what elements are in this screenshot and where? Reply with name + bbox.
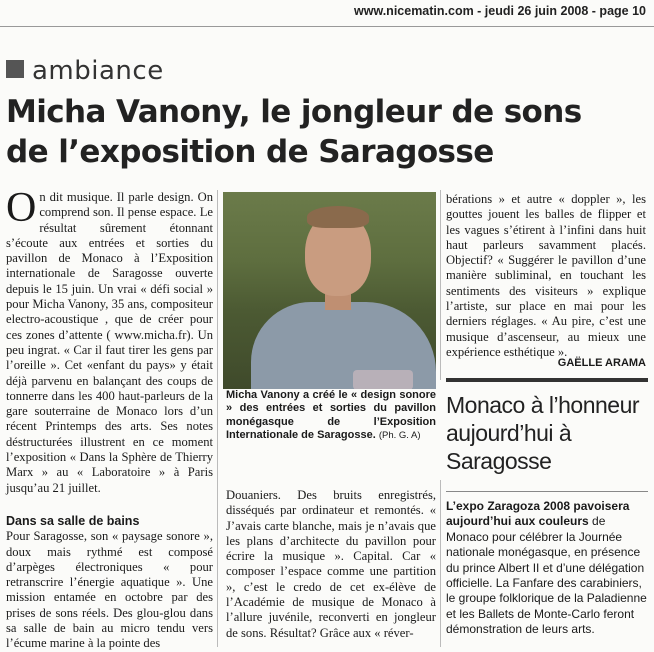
column-divider (440, 190, 441, 380)
body-paragraph-4: bérations » et autre « doppler », les gouttes jouent les balles de flipper et les vagues s’étirent à l’infini dans huit haut parleurs savamment placés. Objectif? « Suggérer le pavillon d’une manière subliminal, en touchant les sentiments des visiteurs » explique l’artiste, sur place en mai pour les derniers réglages. « Au pire, c’est une musique d’ascenseur, au mieux une expérience esthétique ». (446, 192, 646, 359)
article-column-3 (446, 192, 646, 360)
drop-cap: O (6, 185, 37, 231)
sidebar-box-lead: L’expo Zaragoza 2008 pavoisera aujourd’hui aux couleurs (446, 499, 630, 529)
sidebar-box-divider (446, 491, 648, 492)
article-column-1 (6, 185, 213, 652)
rubric-square-icon (6, 60, 24, 78)
caption-text: Micha Vanony a créé le « design sonore » des entrées et sorties du pavillon monégasque de l’Exposition Internationale de Saragosse. (226, 389, 436, 442)
photo-credit: (Ph. G. A) (378, 430, 421, 442)
body-paragraph-1: n dit musique. Il parle design. On comprend son. Il pense espace. Le résultat sûrement étonnant s’écoute aux entrées et sorties du pavillon de Monaco à l’Exposition internationale de Saragosse ouverte depuis le 15 juin. Un vrai « défi social » pour Micha Vanony, 35 ans, compositeur electro-acoustique , que de créer pour ces zones d’attente ( www.micha.fr). Un peu ingrat. « Car il faut tirer les gens par l’oreille ». Cet «enfant du pays» y était déjà parvenu en balançant des coups de tonnerre dans les 400 haut-parleurs de la gare souterraine de Monaco lors d’un récent Printemps des arts. Ses notes déstructurées illustrent en ce moment l’exposition « Dans la Sphère de Thierry Marx » au « Laboratoire » à Paris jusqu’au 21 juillet. (6, 190, 213, 495)
sidebar-box-rule (446, 378, 648, 382)
article-headline (6, 92, 646, 172)
photo-caption (226, 389, 436, 443)
section-rubric (6, 56, 164, 86)
sidebar-box-body: de Monaco pour célébrer la Journée nationale monégasque, en présence du prince Albert II et d’une délégation officielle. La Fanfare des carabiniers, le groupe folklorique de la Paladienne et les Ballets de Monte-Carlo feront démonstration de leurs arts. (446, 514, 647, 637)
author-signature: GAËLLE ARAMA (557, 357, 646, 369)
body-paragraph-2: Pour Saragosse, son « paysage sonore », doux mais rythmé est composé d’arpèges électroniques « pour retranscrire l’énergie aquatique ». Une mission entamée en octobre par des prises de sons réels. Des glou-glou dans sa salle de bain au micro tendu vers l’écume marine à la pointe des (6, 529, 213, 651)
column-divider (217, 190, 218, 647)
column-divider (440, 480, 441, 647)
body-paragraph-3: Douaniers. Des bruits enregistrés, disséqués par ordinateur et remontés. « J’avais carte blanche, mais je n’avais que les plans d’architecte du pavillon pour écrire la musique ». Capital. Car « composer l’espace comme une partition », c’est le credo de cet ex-élève de l’Académie de musique de Monaco à l’allure juvénile, reconverti en jongleur de sons. Résultat? Grâce aux « réver- (226, 488, 436, 640)
sidebar-box-text (446, 499, 648, 638)
headline-line-1: Micha Vanony, le jongleur de sons (6, 94, 582, 130)
portrait-photo (223, 192, 436, 389)
article-column-2 (226, 488, 436, 641)
header-divider (0, 26, 654, 27)
headline-line-2: de l’exposition de Saragosse (6, 134, 494, 170)
sidebar-box-title: Monaco à l’honneur aujourd’hui à Saragosse (446, 392, 640, 474)
page-header: www.nicematin.com - jeudi 26 juin 2008 - page 10 (354, 4, 646, 18)
article-subhead: Dans sa salle de bains (6, 513, 140, 528)
rubric-label: ambiance (32, 56, 164, 86)
